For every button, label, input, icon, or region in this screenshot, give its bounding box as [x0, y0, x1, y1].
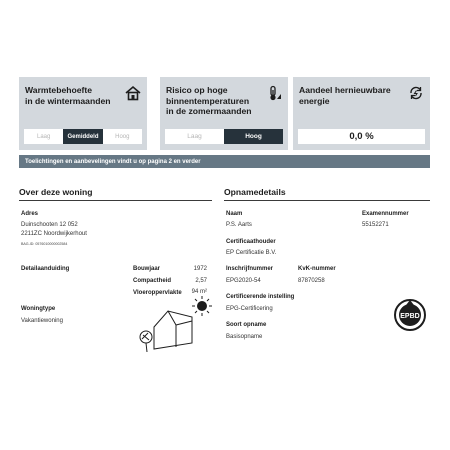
inschrijf-label: Inschrijfnummer: [226, 266, 274, 272]
option-gemiddeld: Gemiddeld: [63, 129, 102, 144]
compactheid-value: 2,57: [195, 278, 207, 284]
soort-value: Basisopname: [226, 334, 263, 340]
card-summer-overheating-risk: [160, 77, 288, 150]
card-title: Aandeel hernieuwbare energie: [299, 85, 391, 106]
inschrijf-value: EPG2020-54: [226, 278, 261, 284]
sun-icon: [192, 296, 212, 316]
woningtype-label: Woningtype: [21, 306, 56, 312]
tree-icon: [140, 331, 152, 352]
card-renewable-share: [293, 77, 430, 150]
house-outline-icon: [154, 311, 192, 349]
instelling-label: Certificerende instelling: [226, 294, 295, 300]
adres-line2: 2211ZC Noordwijkerhout: [21, 231, 87, 237]
recycle-energy-icon: [408, 85, 424, 101]
detail-label: Detailaanduiding: [21, 266, 70, 272]
section-title-opname: Opnamedetails: [224, 187, 286, 197]
vloer-label: Vloeroppervlakte: [133, 290, 182, 296]
compactheid-label: Compactheid: [133, 278, 172, 284]
card-title: Warmtebehoefte in de wintermaanden: [25, 85, 111, 106]
naam-value: P.S. Aarts: [226, 222, 252, 228]
overheating-scale: [165, 129, 283, 144]
house-illustration: [130, 295, 215, 357]
info-banner: Toelichtingen en aanbevelingen vindt u op pagina 2 en verder: [19, 155, 430, 168]
renewable-value: 0,0 %: [298, 129, 425, 144]
section-divider: [19, 200, 212, 201]
soort-label: Soort opname: [226, 322, 267, 328]
adres-label: Adres: [21, 211, 39, 217]
cert-value: EP Certificatie B.V.: [226, 250, 277, 256]
woningtype-value: Vakantiewoning: [21, 318, 63, 324]
logo-text: EPBD: [400, 313, 420, 320]
naam-label: Naam: [226, 211, 243, 217]
bag-id: BAG-ID: 0576010000002584: [21, 242, 68, 246]
bouwjaar-value: 1972: [193, 266, 207, 272]
section-title-woning: Over deze woning: [19, 187, 93, 197]
examen-label: Examennummer: [362, 211, 409, 217]
cert-label: Certificaathouder: [226, 239, 276, 245]
vloer-value: 94 m²: [191, 289, 207, 295]
kvk-value: 87870258: [298, 278, 325, 284]
option-laag: Laag: [187, 133, 202, 140]
section-divider: [224, 200, 430, 201]
option-hoog: Hoog: [224, 129, 283, 144]
option-laag: Laag: [36, 133, 51, 140]
adres-line1: Duinschooten 12 052: [21, 222, 78, 228]
house-icon: [125, 85, 141, 101]
bouwjaar-label: Bouwjaar: [133, 266, 161, 272]
option-hoog: Hoog: [115, 133, 130, 140]
examen-value: 55152271: [362, 222, 389, 228]
heat-demand-scale: [24, 129, 142, 144]
card-winter-heat-demand: [19, 77, 147, 150]
thermometer-icon: [266, 85, 282, 101]
instelling-value: EPG-Certificering: [226, 306, 273, 312]
epbd-logo: [393, 297, 427, 333]
kvk-label: KvK-nummer: [298, 266, 336, 272]
card-title: Risico op hoge binnentemperaturen in de zomermaanden: [166, 85, 252, 116]
